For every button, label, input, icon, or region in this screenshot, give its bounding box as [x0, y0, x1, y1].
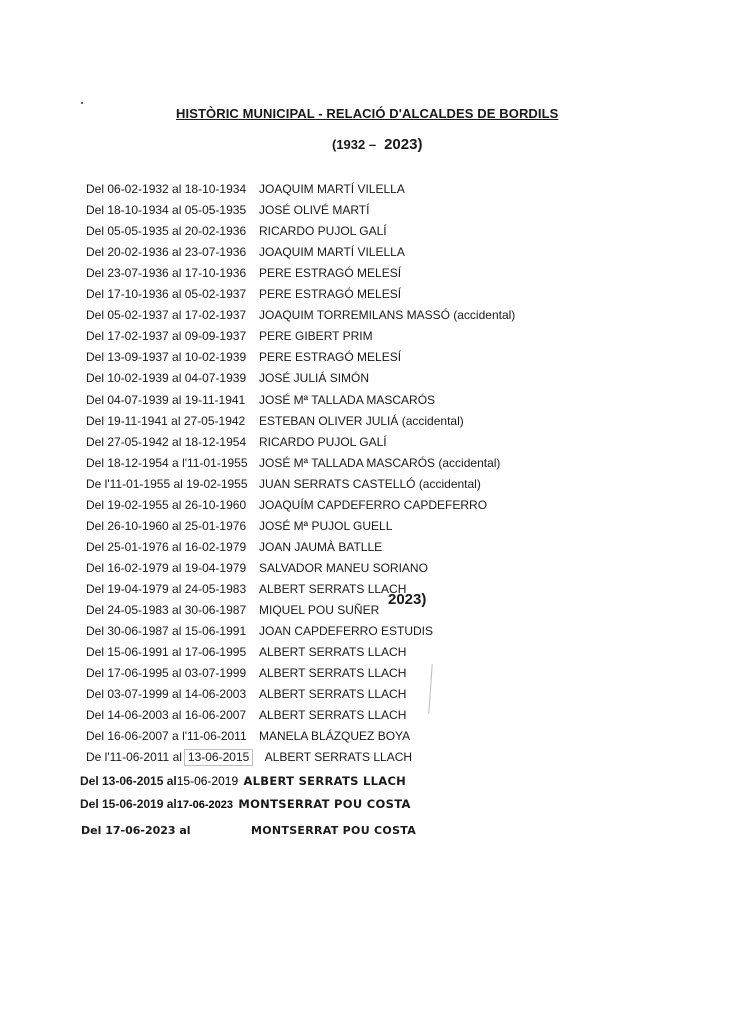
mayor-name: SALVADOR MANEU SORIANO [259, 561, 428, 575]
list-item [86, 222, 387, 240]
mayor-period: Del 24-05-1983 al 30-06-1987 [86, 603, 247, 617]
list-item [86, 306, 515, 324]
mayor-period: Del 03-07-1999 al 14-06-2003 [86, 687, 247, 701]
mayor-name: JOSÉ JULIÁ SIMÓN [259, 371, 370, 385]
mayor-period: Del 04-07-1939 al 19-11-1941 [86, 393, 246, 407]
mayor-period: Del 05-05-1935 al 20-02-1936 [86, 224, 247, 238]
mayor-period: Del 16-02-1979 al 19-04-1979 [86, 561, 247, 575]
list-item [86, 622, 433, 640]
mayor-name: JOSÉ Mª TALLADA MASCARÓS [259, 393, 436, 407]
mayor-name: MIQUEL POU SUÑER [259, 603, 380, 617]
mayor-period: Del 25-01-1976 al 16-02-1979 [86, 540, 247, 554]
list-item [86, 748, 412, 766]
mayor-period: Del 05-02-1937 al 17-02-1937 [86, 308, 247, 322]
list-item [86, 538, 382, 556]
list-item [86, 517, 392, 535]
mayor-name: JOSÉ Mª TALLADA MASCARÓS (accidental) [259, 456, 501, 470]
list-item [86, 285, 401, 303]
pen-stroke [428, 664, 432, 714]
list-item [86, 475, 481, 493]
overlay-year-label: 2023) [388, 591, 427, 608]
mayor-name: JOSÉ Mª PUJOL GUELL [259, 519, 393, 533]
mayor-period: De l'11-01-1955 al 19-02-1955 [86, 477, 248, 491]
mayor-period: Del 18-10-1934 al 05-05-1935 [86, 203, 247, 217]
mayor-period: Del 14-06-2003 al 16-06-2007 [86, 708, 247, 722]
mayor-period: Del 30-06-1987 al 15-06-1991 [86, 624, 247, 638]
mayor-period: Del 10-02-1939 al 04-07-1939 [86, 371, 247, 385]
mayor-period: Del 27-05-1942 al 18-12-1954 [86, 435, 247, 449]
mayor-name: JOAQUIM MARTÍ VILELLA [259, 182, 405, 196]
list-item [86, 559, 428, 577]
mayor-period-lead: Del 15-06-2019 al [80, 797, 177, 811]
document-title: HISTÒRIC MUNICIPAL - RELACIÓ D'ALCALDES DE BORDILS [176, 106, 559, 121]
mayor-name: JOAN JAUMÀ BATLLE [259, 540, 383, 554]
mayor-name: PERE ESTRAGÓ MELESÍ [259, 266, 402, 280]
mayor-period: Del 18-12-1954 a l'11-01-1955 [86, 456, 248, 470]
mayor-name: PERE ESTRAGÓ MELESÍ [259, 287, 402, 301]
mayor-name: ALBERT SERRATS LLACH [259, 666, 407, 680]
mayor-name: ALBERT SERRATS LLACH [259, 582, 407, 596]
mayor-period: Del 16-06-2007 a l'11-06-2011 [86, 729, 247, 743]
list-item [86, 369, 369, 387]
mayor-period-end: 13-06-2015 [184, 749, 253, 766]
mayor-period: Del 19-04-1979 al 24-05-1983 [86, 582, 247, 596]
list-item [86, 685, 406, 703]
mayor-period: Del 15-06-1991 al 17-06-1995 [86, 645, 247, 659]
mayor-period: Del 19-11-1941 al 27-05-1942 [86, 414, 246, 428]
mayor-name: ALBERT SERRATS LLACH [259, 687, 407, 701]
mayor-name: PERE GIBERT PRIM [259, 329, 373, 343]
mayor-name: JUAN SERRATS CASTELLÓ (accidental) [259, 477, 481, 491]
mayor-name: ALBERT SERRATS LLACH [264, 750, 413, 764]
mayor-period: Del 17-02-1937 al 09-09-1937 [86, 329, 247, 343]
list-item [86, 706, 406, 724]
list-item [86, 580, 406, 598]
list-item [80, 772, 406, 790]
mayor-name: JOSÉ OLIVÉ MARTÍ [259, 203, 370, 217]
mayor-name: JOAN CAPDEFERRO ESTUDIS [259, 624, 434, 638]
year-range-start: (1932 – [332, 137, 377, 152]
list-item [86, 391, 435, 409]
list-item [86, 496, 487, 514]
list-item [86, 180, 405, 198]
mayor-name: ALBERT SERRATS LLACH [259, 645, 407, 659]
mayor-name: MONTSERRAT POU COSTA [251, 824, 417, 837]
mayor-period-lead: Del 17-06-2023 al [81, 824, 191, 837]
mayor-name: MONTSERRAT POU COSTA [238, 797, 411, 811]
mayor-period: Del 20-02-1936 al 23-07-1936 [86, 245, 247, 259]
list-item [86, 727, 410, 745]
list-item [86, 243, 405, 261]
mayor-name: ALBERT SERRATS LLACH [243, 774, 407, 788]
mayor-period: Del 26-10-1960 al 25-01-1976 [86, 519, 247, 533]
year-range [332, 136, 422, 153]
mayor-period-lead: Del 13-06-2015 al [80, 774, 177, 788]
mayor-period-end: 17-06-2023 [176, 799, 234, 811]
mayor-name: MANELA BLÁZQUEZ BOYA [259, 729, 411, 743]
mayor-name: JOAQUIM TORREMILANS MASSÓ (accidental) [259, 308, 516, 322]
list-item [86, 412, 464, 430]
list-item [86, 601, 379, 619]
mayor-period-lead: De l'11-06-2011 al [86, 750, 182, 764]
list-item [86, 348, 401, 366]
mayor-period: Del 19-02-1955 al 26-10-1960 [86, 498, 247, 512]
mayor-name: RICARDO PUJOL GALÍ [259, 224, 387, 238]
mayor-name: ESTEBAN OLIVER JULIÁ (accidental) [259, 414, 464, 428]
list-item [81, 824, 417, 840]
mayor-period: Del 13-09-1937 al 10-02-1939 [86, 350, 247, 364]
list-item [80, 795, 411, 813]
mayor-period-end: 15-06-2019 [176, 774, 239, 788]
list-item [86, 433, 387, 451]
mayor-name: RICARDO PUJOL GALÍ [259, 435, 387, 449]
list-item [86, 327, 373, 345]
list-item [86, 264, 401, 282]
list-item [86, 664, 406, 682]
mayor-period: Del 23-07-1936 al 17-10-1936 [86, 266, 247, 280]
list-item [86, 201, 369, 219]
mayor-name: ALBERT SERRATS LLACH [259, 708, 407, 722]
mayor-name: PERE ESTRAGÓ MELESÍ [259, 350, 402, 364]
mayor-name: JOAQUÍM CAPDEFERRO CAPDEFERRO [259, 498, 488, 512]
mayor-period: Del 17-10-1936 al 05-02-1937 [86, 287, 247, 301]
mayor-period: Del 06-02-1932 al 18-10-1934 [86, 182, 247, 196]
mayor-name: JOAQUIM MARTÍ VILELLA [259, 245, 405, 259]
list-item [86, 454, 500, 472]
scan-speck [81, 102, 83, 104]
list-item [86, 643, 406, 661]
mayor-period: Del 17-06-1995 al 03-07-1999 [86, 666, 247, 680]
year-range-end: 2023) [384, 136, 423, 153]
